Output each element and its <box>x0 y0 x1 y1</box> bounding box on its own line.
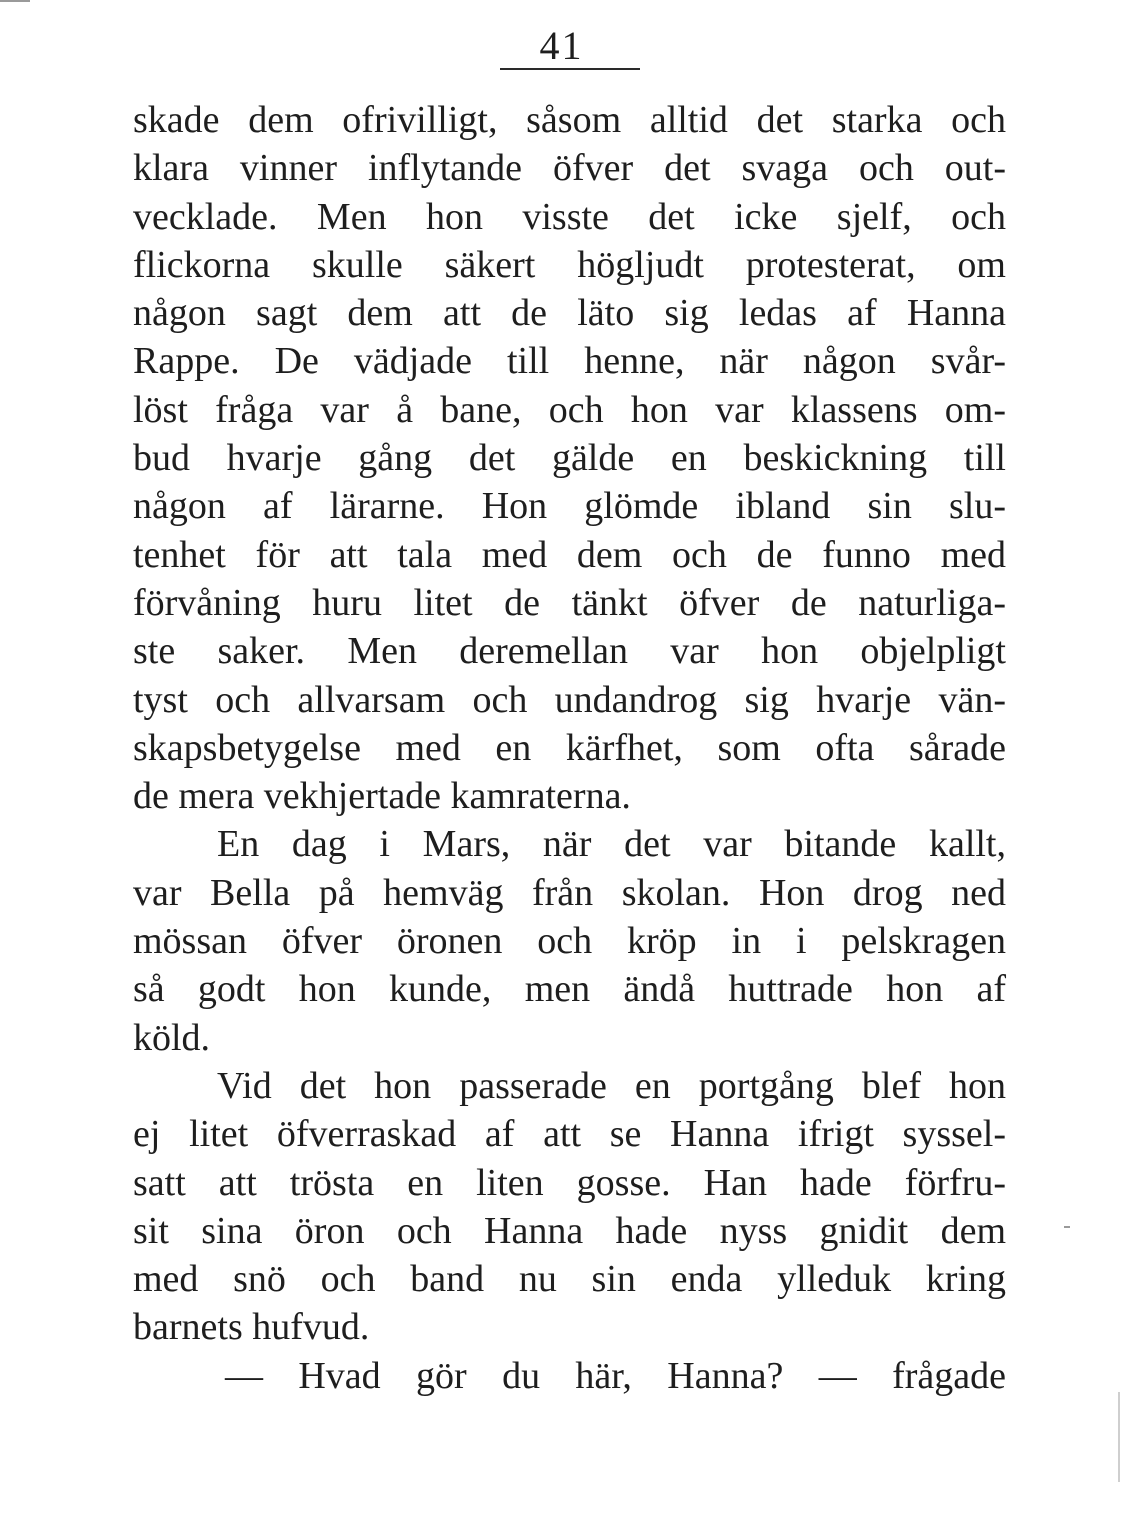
text-line: tyst och allvarsam och undandrog sig hvarje vän- <box>133 678 1006 721</box>
text-line: köld. <box>133 1016 211 1059</box>
scan-edge-mark <box>1118 1392 1120 1482</box>
scan-edge-mark <box>0 0 30 2</box>
text-line: skapsbetygelse med en kärfhet, som ofta sårade <box>133 726 1006 769</box>
text-line: löst fråga var å bane, och hon var klassens om- <box>133 388 1006 431</box>
body-text <box>133 96 1006 1400</box>
text-line: klara vinner inflytande öfver det svaga och out- <box>133 147 1006 190</box>
dialogue-line: — Hvad gör du här, Hanna? — frågade <box>225 1354 1006 1397</box>
text-line: tenhet för att tala med dem och de funno med <box>133 533 1006 576</box>
text-line: flickorna skulle säkert högljudt protesterat, om <box>133 243 1006 286</box>
text-line: skade dem ofrivilligt, såsom alltid det starka och <box>133 99 1006 141</box>
text-line: mössan öfver öronen och kröp in i pelskragen <box>133 920 1006 963</box>
paragraph-first-line: Vid det hon passerade en portgång blef hon <box>217 1064 1006 1107</box>
text-line: ej litet öfverraskad af att se Hanna ifrigt syssel- <box>133 1113 1006 1156</box>
text-line: bud hvarje gång det gälde en beskickning till <box>133 437 1006 480</box>
text-line: de mera vekhjertade kamraterna. <box>133 775 631 818</box>
text-line: någon af lärarne. Hon glömde ibland sin slu- <box>133 485 1006 528</box>
text-line: vecklade. Men hon visste det icke sjelf, och <box>133 195 1006 238</box>
text-line: med snö och band nu sin enda ylleduk kring <box>133 1258 1006 1301</box>
text-line: satt att trösta en liten gosse. Han hade förfru- <box>133 1161 1006 1204</box>
text-line: så godt hon kunde, men ändå huttrade hon af <box>133 968 1006 1011</box>
text-line: ste saker. Men deremellan var hon objelpligt <box>133 630 1006 673</box>
text-line: barnets hufvud. <box>133 1306 370 1349</box>
text-line: Rappe. De vädjade till henne, när någon svår- <box>133 340 1006 383</box>
text-line: var Bella på hemväg från skolan. Hon drog ned <box>133 871 1006 914</box>
text-line: någon sagt dem att de läto sig ledas af Hanna <box>133 292 1006 335</box>
text-line: sit sina öron och Hanna hade nyss gnidit dem <box>133 1209 1006 1252</box>
header-rule <box>500 68 640 70</box>
scan-edge-mark <box>1064 1226 1070 1228</box>
paragraph-first-line: En dag i Mars, när det var bitande kallt, <box>217 823 1006 866</box>
page-number: 41 <box>539 23 584 68</box>
text-line: förvåning huru litet de tänkt öfver de naturliga- <box>133 581 1006 624</box>
